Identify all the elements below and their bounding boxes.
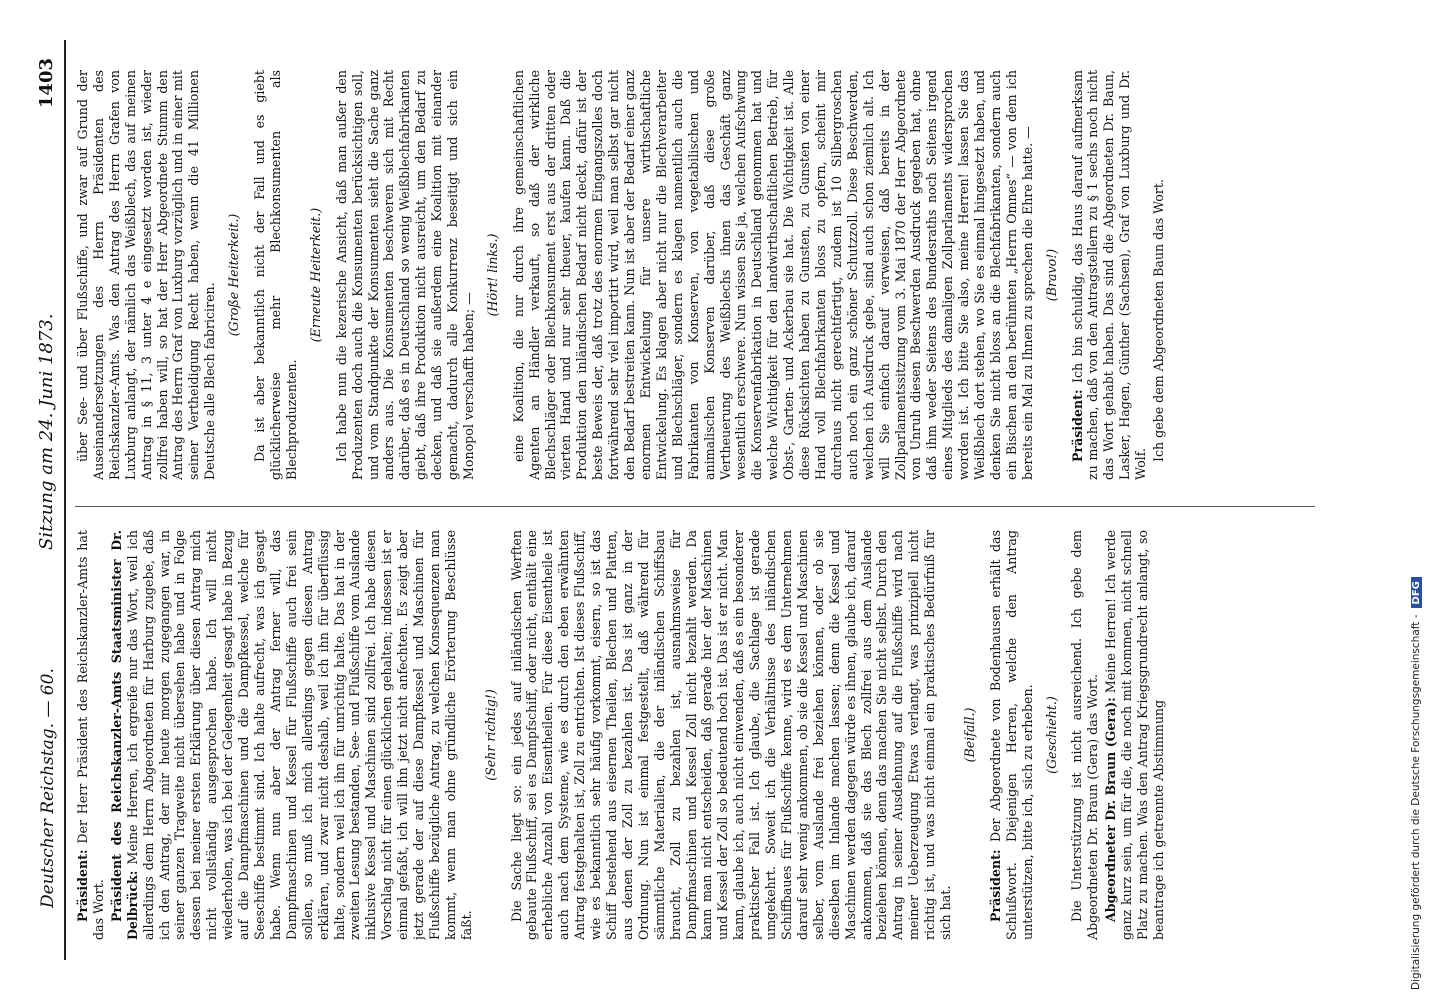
interjection-note: (Bravo!) xyxy=(1043,248,1059,302)
interjection-note: (Hört! links.) xyxy=(484,233,500,317)
digitization-footer xyxy=(1410,10,1422,990)
speaker-name: Abgeordneter Dr. Braun (Gera): xyxy=(1103,697,1119,922)
speech-paragraph xyxy=(1070,70,1150,480)
paragraph-text: Die Unterstützung ist nicht ausreichend. Ich gebe dem Abgeordneten Dr. Braun (Gera) das Wort. xyxy=(1069,530,1101,940)
speaker-name: Präsident: xyxy=(1069,389,1085,462)
speech-paragraph xyxy=(1069,530,1101,940)
speaker-name: Präsident: xyxy=(987,849,1003,922)
interjection-note: (Geschieht.) xyxy=(1043,696,1059,774)
interjection-note: (Erneute Heiterkeit.) xyxy=(307,207,323,343)
paragraph-text: Da ist aber bekanntlich nicht der Fall und es giebt glücklicherweise mehr Blechkonsumenten als Blechproduzenten. xyxy=(252,70,299,480)
header-session-date: Sitzung am 24. Juni 1873. xyxy=(36,313,57,550)
column-divider xyxy=(75,506,1315,507)
page-number: 1403 xyxy=(36,58,57,109)
paragraph-text: eine Koalition, die nur durch ihre gemeinschaftlichen Agenten an Händler verkauft, so daß der wirkliche Blechschläger oder Blechkonsument erst aus der dritten oder vierten Hand und nur sehr theuer, kaufen kann. Daß die Produktion den inländischen Bedarf nicht deckt, dafür ist der beste Beweis der, daß trotz des enormen Eingangszolles doch fortwährend sehr viel importirt wird, weil man selbst gar nicht den Bedarf bestreiten kann. Nun ist aber der Bedarf einer ganz enormen Entwickelung für unsere wirthschaftliche Entwickelung. Es klagen aber nicht nur die Blechverarbeiter und Blechschläger, sondern es klagen namentlich auch die Fabrikanten von Konserven, von vegetabilischen und animalischen Konserven darüber, daß diese große Vertheuerung des Weißblechs ihnen das Geschäft ganz wesentlich erschwere. Nun wissen Sie ja, welchen Aufschwung die Konservenfabrikation in Deutschland genommen hat und welche Wichtigkeit für den landwirthschaftlichen Betrieb, für Obst-, Garten- und Ackerbau sie hat. Die Wichtigkeit ist. Alle diese Rücksichten haben zu Gunsten, zu Gunsten von einer Hand voll Blechfabrikanten bloss zu opfern, scheint mir durchaus nicht gerechtfertigt, zudem ist 10 Silbergroschen auch noch ein ganz schöner Schutzzoll. Diese Beschwerden, welchen ich Ausdruck gebe, sind auch schon ziemlich alt. Ich will Sie einfach darauf verweisen, daß bereits in der Zollparlamentssitzung vom 3. Mai 1870 der Herr Abgeordnete von Unruh diesen Beschwerden Ausdruck gegeben hat, ohne daß ihm weder Seitens des Bundesraths noch Seitens irgend eines Mitglieds des damaligen Zollparlaments widersprochen worden ist. Ich bitte Sie also, meine Herren! lassen Sie das Weißblech dort stehen, wo Sie es einmal hingesetzt haben, und denken Sie nicht bloss an die Blechfabrikanten, sondern auch ein Bischen an den berühmten „Herrn Omnes“ — von dem ich bereits ein Mal zu Ihnen zu sprechen die Ehre hatte. — xyxy=(510,70,1035,480)
speaker-name: Präsident: xyxy=(75,849,90,922)
right-column xyxy=(75,70,1315,480)
speech-paragraph xyxy=(511,70,1036,480)
paragraph-text: Ich bin schuldig, das Haus darauf aufmerksam zu machen, daß von den Antragstellern zu § 1 sechs noch nicht das Wort gehabt haben. Das sind die Abgeordneten Dr. Baun, Lasker, Hagen, Günther (Sachsen), Graf von Luxburg und Dr. Wolf. xyxy=(1069,70,1149,480)
speech-paragraph xyxy=(509,530,954,940)
page-header xyxy=(30,40,66,960)
speaker-name: Präsident des Reichskanzler-Amts Staatsminister Dr. Delbrück: xyxy=(108,530,140,940)
left-column xyxy=(75,530,1315,940)
paragraph-text: Die Sache liegt so: ein jedes auf inländischen Werften gebaute Flußschiff, sei es Dampfschiff, oder nicht, enthält eine erhebliche Anzahl von Eisentheilen. Für diese Eisentheile ist auch nach dem Systeme, wie es durch den eben erwähnten Antrag festgehalten ist, Zoll zu entrichten. Ist dieses Flußschiff, wie es bekanntlich sehr häufig vorkommt, eisern, so ist das Schiff bestehend aus eisernen Theilen, Blechen und Platten, aus denen der Zoll zu bezahlen ist. Das ist ganz in der Ordnung. Nun ist einmal festgestellt, daß während für sämmtliche Materialien, die der inländischen Schiffsbau braucht, Zoll zu bezahlen ist, ausnahmsweise für Dampfmaschinen und Kessel Zoll nicht bezahlt werden. Da kann man nicht entscheiden, daß gerade hier der Maschinen und Kessel der Zoll so bedeutend hoch ist. Das ist er nicht. Man kann, glaube ich, auch nicht einwenden, daß es ein besonderer praktischer Fall ist. Ich glaube, die Sachlage ist gerade umgekehrt. Soweit ich die Verhältnisse des inländischen Schiffbaues für Flußschiffe kenne, wird es dem Unternehmen darauf sehr wenig ankommen, ob sie die Kessel und Maschinen selber, vom Auslande frei beziehen können, oder ob sie dieselben im Inlande machen lassen; denn die Kessel und Maschinen werden dagegen würde es ihnen, glaube ich, darauf ankommen, daß sie das Blech zollfrei aus dem Auslande beziehen können, denn das machen Sie nicht selbst. Durch den Antrag in seiner Ausdehnung auf die Flußschiffe wird nach meiner Ueberzeugung Etwas verlangt, was prinzipiell nicht richtig ist, und was nicht einmal ein praktisches Bedürfniß für sich hat. xyxy=(508,530,954,940)
speech-paragraph xyxy=(988,530,1036,940)
paragraph-text: Der Herr Präsident des Reichskanzler-Amts hat das Wort. xyxy=(75,530,106,940)
footer-text: Digitalisierung gefördert durch die Deutsche Forschungsgemeinschaft - xyxy=(1410,614,1422,990)
header-publication: Deutscher Reichstag. — 60. xyxy=(38,668,58,908)
speech-paragraph xyxy=(1151,70,1167,480)
paragraph-text: Ich gebe dem Abgeordneten Baun das Wort. xyxy=(1151,179,1167,462)
speech-paragraph xyxy=(1103,530,1167,940)
speech-paragraph xyxy=(334,70,477,480)
speech-paragraph xyxy=(75,530,107,940)
paragraph-text: Ich habe nun die kezerische Ansicht, daß man außer den Produzenten doch auch die Konsumenten berücksichtigen soll, und vom Standpunkte der Konsumenten sieht die Sache ganz anders aus. Die Konsumenten beschweren sich mit Recht darüber, daß es in Deutschland so wenig Weißblechfabrikanten giebt, daß ihre Produktion nicht ausreicht, um den Bedarf zu decken, und daß sie außerdem eine Koalition mit einander gemacht, dadurch alle Konkurrenz beseitigt und sich ein Monopol verschafft haben; — xyxy=(333,70,476,480)
paragraph-text: über See- und über Flußschiffe, und zwar auf Grund der Auseinandersetzungen des Herrn Präsidenten des Reichskanzler-Amts. Was den Antrag des Herrn Grafen von Luxburg anlangt, der nämlich das Weißblech, das auf meinen Antrag in § 11, 3 unter 4 e eingesetzt worden ist, wieder zollfrei haben will, so hat der Herr Abgeordnete Stumm den Antrag des Herrn Graf von Luxburg vorzüglich und in einer mit seiner Vertheidigung Recht haben, wenn die 41 Millionen Deutsche alle Blech fabriciren. xyxy=(75,70,218,480)
text-columns xyxy=(75,60,1325,940)
speech-paragraph xyxy=(109,530,475,940)
paragraph-text: Meine Herren, ich ergreife nur das Wort, weil ich allerdings dem Herrn Abgeordneten für Harburg zugebe, daß ich den Antrag, der mir heute morgen zugegangen war, in seiner ganzen Tragweite nicht übersehen habe und in Folge dessen bei meiner ersten Erklärung über diesen Antrag mich nicht vollständig ausgesprochen habe. Ich will nicht wiederholen, was ich bei der Gelegenheit gesagt habe in Bezug auf die Dampfmaschinen und die Dampfkessel, welche für Seeschiffe bestimmt sind. Ich halte aufrecht, was ich gesagt habe. Wenn nun aber der Antrag ferner will, das Dampfmaschinen und Kessel für Flußschiffe auch frei sein sollen, so muß ich mich allerdings gegen diesen Antrag erklären, und zwar nicht deshalb, weil ich ihn für überflüssig halte, sondern weil ich ihn für unrichtig halte. Das hat in der zweiten Lesung bestanden, See- und Flußschiffe vom Auslande inklusive Kessel und Maschinen sind zollfrei. Ich habe diesen Vorschlag nicht für einen glücklichen gehalten; indessen ist er einmal gefaßt, ich will ihn jetzt nicht anfechten. Es zeigt aber jetzt gerade der auf diese Dampfkessel und Maschinen für Flußschiffe bezügliche Antrag, zu welchen Konsequenzen man kommt, wenn man ohne gründliche Erörterung Beschlüsse faßt. xyxy=(124,530,474,940)
speech-paragraph xyxy=(75,70,218,480)
speech-paragraph xyxy=(252,70,300,480)
paragraph-text: Meine Herren! Ich werde ganz kurz sein, um für die, die noch mit kommen, nicht schnell Platz zu machen. Was den Antrag Kriegsgrundrecht anlangt, so beantrage ich getrennte Abstimmung xyxy=(1103,530,1166,940)
dfg-logo-badge: DFG xyxy=(1411,577,1422,608)
paragraph-text: Der Abgeordnete von Bodenhausen erhält das Schlußwort. Diejenigen Herren, welche den Antrag unterstützen, bitte ich, sich zu erheben. xyxy=(987,530,1035,940)
interjection-note: (Große Heiterkeit.) xyxy=(226,213,242,337)
interjection-note: (Beifall.) xyxy=(961,707,977,763)
interjection-note: (Sehr richtig!) xyxy=(482,689,498,781)
